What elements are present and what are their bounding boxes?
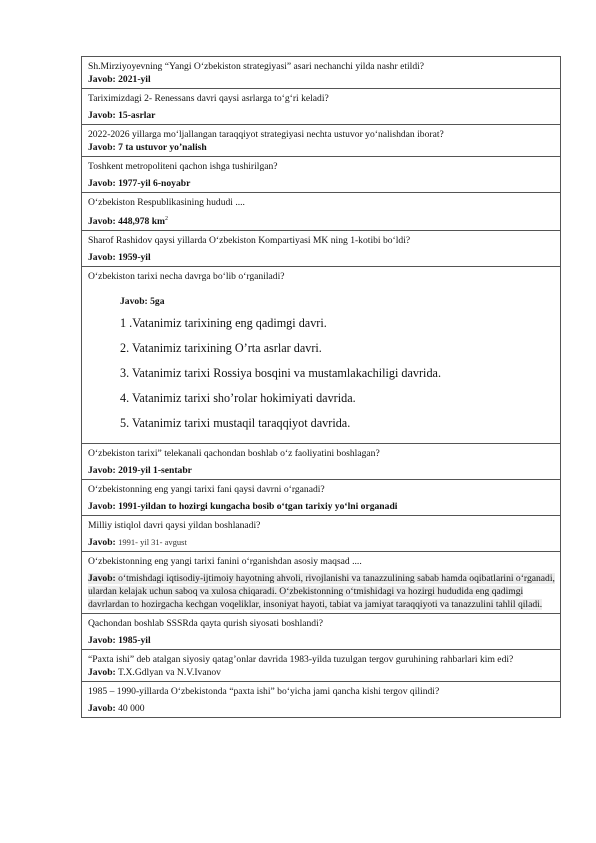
question-text: O‘zbekistonning eng yangi tarixi fanini o‘rganishdan asosiy maqsad .... [88, 556, 362, 568]
highlighted-answer [88, 573, 555, 610]
answer-text: 448,978 km [118, 216, 166, 228]
qa-row-periods [82, 267, 561, 444]
answer-text: 1991- yil 31- avgust [118, 537, 187, 548]
answer-text: 5ga [150, 296, 165, 308]
question-text: Qachondan boshlab SSSRda qayta qurish siyosati boshlandi? [88, 618, 324, 630]
answer-label: Javob: [88, 703, 116, 715]
question-text: O‘zbekiston Respublikasining hududi .... [88, 197, 245, 208]
qa-row [82, 157, 561, 193]
question-text: Tariximizdagi 2- Renessans davri qaysi asrlarga to‘g‘ri keladi? [88, 93, 329, 104]
question-text: Toshkent metropoliteni qachon ishga tushirilgan? [88, 161, 278, 172]
question-text: 1985 – 1990-yillarda O‘zbekistonda “paxta ishi” bo‘yicha jami qancha kishi tergov qilindi? [88, 686, 440, 698]
qa-row [82, 552, 561, 614]
periods-answer [120, 295, 556, 308]
answer-text: 15-asrlar [118, 110, 156, 121]
answer-text: 1991-yildan to hozirgi kungacha bosib o‘tgan tarixiy yo‘lni organadi [118, 501, 398, 513]
qa-row [82, 231, 561, 267]
question-text: O‘zbekiston tarixi necha davrga bo‘lib o‘rganiladi? [88, 271, 285, 283]
question-text: 2022-2026 yillarga mo‘ljallangan taraqqiyot strategiyasi nechta ustuvor yo‘nalishdan iborat? [88, 129, 444, 140]
qa-row [82, 57, 561, 89]
answer-text: T.X.Gdlyan va N.V.Ivanov [117, 667, 221, 679]
qa-row [82, 516, 561, 552]
answer-label: Javob: [88, 178, 116, 189]
answer-label: Javob: [88, 252, 116, 264]
qa-row [82, 650, 561, 682]
qa-table [81, 56, 561, 718]
answer-text: o‘tmishdagi iqtisodiy-ijtimoiy hayotning ahvoli, rivojlanishi va tanazzulining sabab hamda oqibatlarini o‘rganadi, ulardan kelajak uchun saboq va xulosa chiqaradi. O‘zbekistonning o‘tmishidagi va hozirgi hududida eng qadimgi davrlardan to hozirgacha kechgan voqeliklar, insoniyat hayoti, tabiat va jamiyat taraqqiyoti va tanazzulini tahlil qiladi. [88, 573, 555, 611]
period-item: 4. Vatanimiz tarixi sho’rolar hokimiyati davrida. [120, 391, 356, 406]
answer-text: 2019-yil 1-sentabr [118, 465, 192, 477]
answer-text: 1977-yil 6-noyabr [118, 178, 191, 189]
answer-text: 1959-yil [118, 252, 151, 264]
question-text: O‘zbekistonning eng yangi tarixi fani qaysi davrni o‘rganadi? [88, 484, 325, 496]
period-item: 2. Vatanimiz tarixining O’rta asrlar davri. [120, 341, 322, 356]
qa-row [82, 480, 561, 516]
qa-row [82, 614, 561, 650]
period-item: 3. Vatanimiz tarixi Rossiya bosqini va mustamlakachiligi davrida. [120, 366, 441, 381]
answer-label: Javob: [88, 74, 116, 85]
qa-row [82, 682, 561, 718]
answer-label: Javob: [88, 573, 116, 585]
question-text: O‘zbekiston tarixi” telekanali qachondan boshlab o‘z faoliyatini boshlagan? [88, 448, 380, 460]
qa-row [82, 444, 561, 480]
answer-label: Javob: [88, 142, 116, 153]
answer-text: 7 ta ustuvor yo’nalish [118, 142, 207, 153]
answer-label: Javob: [88, 465, 116, 477]
answer-text: 2021-yil [118, 74, 151, 85]
qa-row [82, 125, 561, 157]
answer-label: Javob: [88, 635, 116, 647]
area-superscript: 2 [165, 216, 169, 222]
answer-label: Javob: [88, 537, 116, 549]
question-text: Milliy istiqlol davri qaysi yildan boshlanadi? [88, 520, 261, 532]
qa-row [82, 193, 561, 231]
answer-text: 40 000 [118, 703, 145, 715]
question-text: Sh.Mirziyoyevning “Yangi O‘zbekiston strategiyasi” asari nechanchi yilda nashr etildi? [88, 61, 425, 72]
answer-text: 1985-yil [118, 635, 151, 647]
answer-label: Javob: [120, 296, 148, 308]
question-text: Sharof Rashidov qaysi yillarda O‘zbekiston Kompartiyasi MK ning 1-kotibi bo‘ldi? [88, 235, 411, 247]
answer-label: Javob: [88, 667, 116, 679]
qa-row [82, 89, 561, 125]
answer-label: Javob: [88, 216, 116, 228]
period-item: 5. Vatanimiz tarixi mustaqil taraqqiyot davrida. [120, 416, 351, 431]
answer-label: Javob: [88, 110, 116, 121]
answer-label: Javob: [88, 501, 116, 513]
periods-list [88, 316, 556, 431]
question-text: “Paxta ishi” deb atalgan siyosiy qatag’onlar davrida 1983-yilda tuzulgan tergov guruhining rahbarlari kim edi? [88, 654, 514, 666]
period-item: 1 .Vatanimiz tarixining eng qadimgi davri. [120, 316, 327, 331]
